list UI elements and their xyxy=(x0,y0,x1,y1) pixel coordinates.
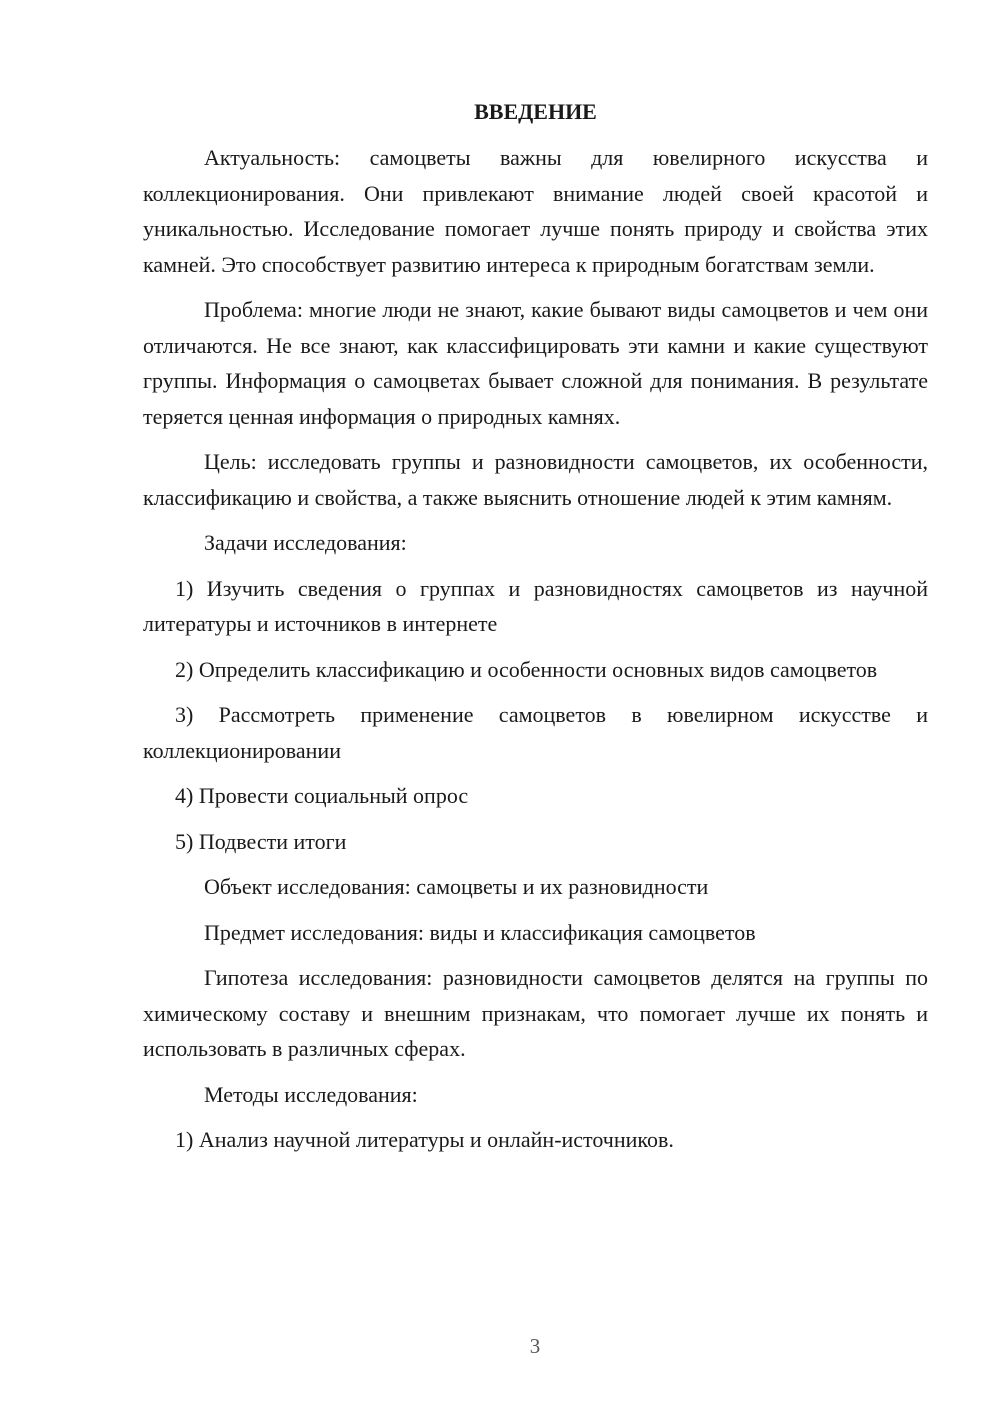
task-item-2: 2) Определить классификацию и особенности основных видов самоцветов xyxy=(175,656,878,682)
problem-paragraph: Проблема: многие люди не знают, какие бывают виды самоцветов и чем они отличаются. Не все знают, как классифицировать эти камни и какие существуют группы. Информация о самоцветах бывает сложной для понимания. В результате теряется ценная информация о природных камнях. xyxy=(143,297,928,429)
task-item-1: 1) Изучить сведения о группах и разновидностях самоцветов из научной литературы и источников в интернете xyxy=(143,575,928,636)
method-item-1: 1) Анализ научной литературы и онлайн-источников. xyxy=(175,1127,674,1152)
task-item-3: 3) Рассмотреть применение самоцветов в ювелирном искусстве и коллекционировании xyxy=(143,702,928,763)
methods-heading: Методы исследования: xyxy=(204,1081,418,1107)
goal-paragraph: Цель: исследовать группы и разновидности самоцветов, их особенности, классификацию и свойства, а также выяснить отношение людей к этим камням. xyxy=(143,449,928,510)
page-title: ВВЕДЕНИЕ xyxy=(474,99,597,124)
research-object: Объект исследования: самоцветы и их разновидности xyxy=(204,874,709,899)
tasks-heading: Задачи исследования: xyxy=(204,530,407,555)
page-number: 3 xyxy=(529,1334,541,1358)
hypothesis-paragraph: Гипотеза исследования: разновидности самоцветов делятся на группы по химическому составу и внешним признакам, что помогает лучше их понять и использовать в различных сферах. xyxy=(143,965,928,1061)
task-item-5: 5) Подвести итоги xyxy=(175,828,347,854)
task-item-4: 4) Провести социальный опрос xyxy=(175,783,469,808)
relevance-paragraph: Актуальность: самоцветы важны для ювелирного искусства и коллекционирования. Они привлекают внимание людей своей красотой и уникальностью. Исследование помогает лучше понять природу и свойства этих камней. Это способствует развитию интереса к природным богатствам земли. xyxy=(143,145,928,277)
page-content xyxy=(143,94,928,1168)
research-subject: Предмет исследования: виды и классификация самоцветов xyxy=(204,919,756,945)
